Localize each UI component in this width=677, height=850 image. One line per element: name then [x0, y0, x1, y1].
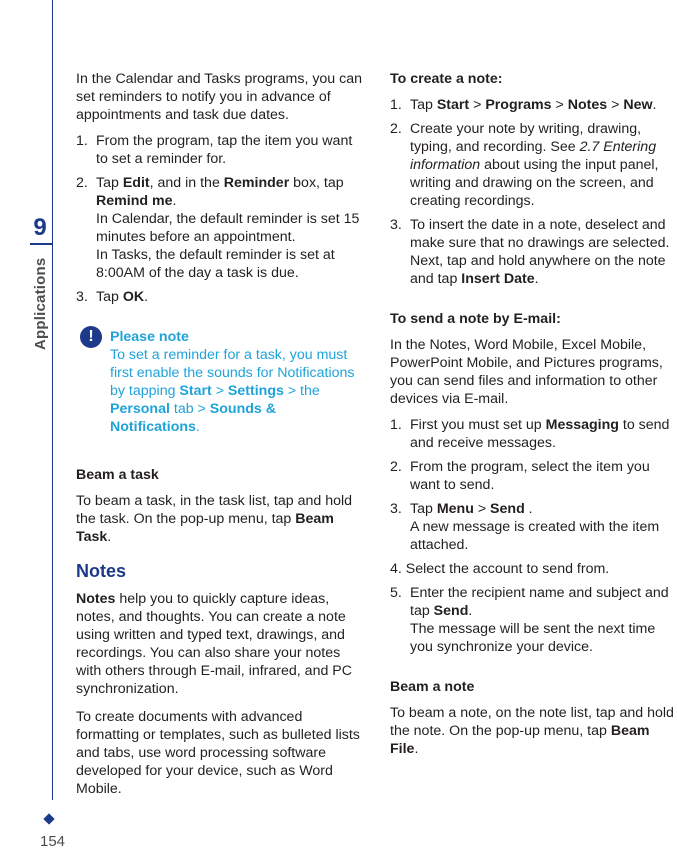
side-rule: [52, 0, 53, 800]
list-item: 1. First you must set up Messaging to send and receive messages.: [390, 417, 670, 451]
list-item: 1. From the program, tap the item you want to set a reminder for.: [76, 133, 353, 167]
chapter-underline: [30, 243, 52, 245]
list-item: 4. Select the account to send from.: [390, 561, 610, 577]
send-note-heading: To send a note by E-mail:: [390, 311, 561, 327]
send-note-intro: In the Notes, Word Mobile, Excel Mobile, PowerPoint Mobile, and Pictures programs, you can send files and information to other devices via E-mail.: [390, 337, 663, 407]
beam-task-heading: Beam a task: [76, 467, 159, 483]
notes-docs: To create documents with advanced formatting or templates, such as bulleted lists and tabs, use word processing software developed for your device, such as Word Mobile.: [76, 709, 360, 797]
create-note-steps: [390, 96, 677, 288]
list-item: 2. Create your note by writing, drawing, typing, and recording. See 2.7 Entering information about using the input panel, writing and drawing on the screen, and creating recordings.: [390, 121, 659, 209]
list-item: 3. To insert the date in a note, deselect and make sure that no drawings are selected. Next, tap and hold anywhere on the note and tap Insert Date.: [390, 217, 670, 287]
list-item: 5. Enter the recipient name and subject and tap Send. The message will be sent the next time you synchronize your device.: [390, 585, 669, 655]
create-note-heading: To create a note:: [390, 71, 503, 87]
list-item: 3. Tap OK.: [76, 289, 149, 305]
reminders-intro: In the Calendar and Tasks programs, you can set reminders to notify you in advance of appointments and task due dates.: [76, 71, 363, 123]
note-title: Please note: [110, 329, 189, 345]
notes-intro: Notes help you to quickly capture ideas, notes, and thoughts. You can create a note using written and typed text, drawings, and recordings. You can also share your notes with others through E-mail, infrared, and PC synchronization.: [76, 591, 352, 697]
send-note-steps: [390, 416, 677, 656]
please-note-box: [76, 328, 368, 436]
reminder-steps: [76, 132, 368, 306]
list-item: 2. Tap Edit, and in the Reminder box, tap Remind me. In Calendar, the default reminder is set 15 minutes before an appointment. In Tasks, the default reminder is set at 8:00AM of the day a task is due.: [76, 175, 360, 281]
diamond-icon: [43, 813, 54, 824]
page-number: 154: [40, 833, 66, 850]
list-item: 1. Tap Start > Programs > Notes > New.: [390, 97, 657, 113]
right-column: [390, 70, 677, 766]
beam-task-text: To beam a task, in the task list, tap and hold the task. On the pop-up menu, tap Beam Task.: [76, 493, 353, 545]
note-text: To set a reminder for a task, you must first enable the sounds for Notifications by tapping Start > Settings > the Personal tab > Sounds & Notifications.: [110, 347, 355, 435]
chapter-number: 9: [33, 214, 47, 241]
exclamation-icon: !: [80, 326, 102, 348]
beam-note-heading: Beam a note: [390, 679, 475, 695]
list-item: 2. From the program, select the item you want to send.: [390, 459, 650, 493]
left-column: [76, 70, 368, 806]
list-item: 3. Tap Menu > Send . A new message is created with the item attached.: [390, 501, 660, 553]
chapter-label: Applications: [32, 257, 49, 350]
beam-note-text: To beam a note, on the note list, tap and hold the note. On the pop-up menu, tap Beam File.: [390, 705, 674, 757]
notes-section-title: Notes: [76, 561, 127, 581]
